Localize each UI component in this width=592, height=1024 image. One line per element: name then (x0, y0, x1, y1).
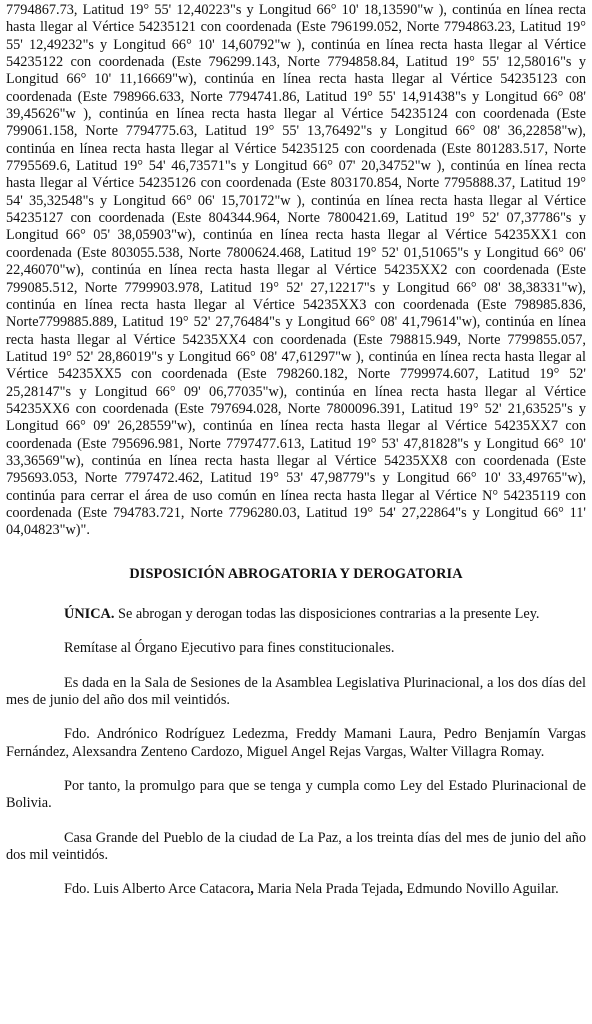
unica-article (6, 606, 586, 623)
unica-text: Se abrogan y derogan todas las disposiciones contrarias a la presente Ley. (114, 606, 540, 622)
unica-label: ÚNICA. (64, 606, 115, 622)
signature-name-2: Maria Nela Prada Tejada (253, 881, 400, 898)
signature-separator-1: , (250, 881, 254, 898)
signature-separator-2: , (399, 881, 403, 898)
coordinates-paragraph: 7794867.73, Latitud 19° 55' 12,40223"s y Longitud 66° 10' 18,13590"w ), continúa en línea recta hasta llegar al Vértice 54235121 con coordenada (Este 796199.052, Norte 7794863.23, Latitud 19° 55' 12,49232"s y Longitud 66° 10' 14,60792"w ), continúa en línea recta hasta llegar al Vértice 54235122 con coordenada (Este 796299.143, Norte 7794858.84, Latitud 19° 55' 12,58016"s y Longitud 66° 10' 11,16669"w), continúa en línea recta hasta llegar al Vértice 54235123 con coordenada (Este 798966.633, Norte 7794741.86, Latitud 19° 55' 14,91438"s y Longitud 66° 08' 39,45626"w ), continúa en línea recta hasta llegar al Vértice 54235124 con coordenada (Este 799061.158, Norte 7794775.63, Latitud 19° 55' 13,76492"s y Longitud 66° 08' 36,22858"w), continúa en línea recta hasta llegar al Vértice 54235125 con coordenada (Este 801283.517, Norte 7795569.6, Latitud 19° 54' 46,73571"s y Longitud 66° 07' 20,34752"w ), continúa en línea recta hasta llegar al Vértice 54235126 con coordenada (Este 803170.854, Norte 7795888.37, Latitud 19° 54' 35,32548"s y Longitud 66° 06' 15,70172"w ), continúa en línea recta hasta llegar al Vértice 54235127 con coordenada (Este 804344.964, Norte 7800421.69, Latitud 19° 52' 07,37786"s y Longitud 66° 05' 38,05903"w), continúa en línea recta hasta llegar al Vértice 54235XX1 con coordenada (Este 803055.538, Norte 7800624.468, Latitud 19° 52' 01,51065"s y Longitud 66° 06' 22,46070"w), continúa en línea recta hasta llegar al Vértice 54235XX2 con coordenada (Este 799085.512, Norte 7799903.978, Latitud 19° 52' 27,12217"s y Longitud 66° 08' 38,38331"w), continúa en línea recta hasta llegar al Vértice 54235XX3 con coordenada (Este 798985.836, Norte7799885.889, Latitud 19° 52' 27,76484"s y Longitud 66° 08' 41,79614"w), continúa en línea recta hasta llegar al Vértice 54235XX4 con coordenada (Este 798815.949, Norte 7799855.057, Latitud 19° 52' 28,86019"s y Longitud 66° 08' 47,61297"w ), continúa en línea recta hasta llegar al Vértice 54235XX5 con coordenada (Este 798260.182, Norte 7799974.607, Latitud 19° 52' 25,28147"s y Longitud 66° 09' 06,77035"w), continúa en línea recta hasta llegar al Vértice 54235XX6 con coordenada (Este 797694.028, Norte 7800096.391, Latitud 19° 52' 21,63525"s y Longitud 66° 09' 26,28559"w), continúa en línea recta hasta llegar al Vértice 54235XX7 con coordenada (Este 795696.981, Norte 7797477.613, Latitud 19° 53' 47,81828"s y Longitud 66° 10' 33,36569"w), continúa en línea recta hasta llegar al Vértice 54235XX8 con coordenada (Este 795693.053, Norte 7797472.462, Latitud 19° 53' 47,98779"s y Longitud 66° 10' 33,49765"w), continúa para cerrar el área de uso común en línea recta hasta llegar al Vértice N° 54235119 con coordenada (Este 794783.721, Norte 7796280.03, Latitud 19° 54' 27,22864"s y Longitud 66° 11' 04,04823"w)". (6, 2, 586, 539)
signature-name-3: Edmundo Novillo Aguilar. (402, 881, 559, 898)
dada-en-sala-paragraph: Es dada en la Sala de Sesiones de la Asamblea Legislativa Plurinacional, a los dos días del mes de junio del año dos mil veintidós. (6, 674, 586, 709)
casa-grande-paragraph: Casa Grande del Pueblo de la ciudad de La Paz, a los treinta días del mes de junio del año dos mil veintidós. (6, 829, 586, 864)
assembly-signatures: Fdo. Andrónico Rodríguez Ledezma, Freddy Mamani Laura, Pedro Benjamín Vargas Fernández, Alexsandra Zenteno Cardozo, Miguel Angel Rejas Vargas, Walter Villagra Romay. (6, 726, 586, 760)
executive-signatures (6, 881, 586, 898)
section-heading: DISPOSICIÓN ABROGATORIA Y DEROGATORIA (129, 565, 463, 582)
promulgation-paragraph: Por tanto, la promulgo para que se tenga y cumpla como Ley del Estado Plurinacional de Bolivia. (6, 778, 586, 812)
remitase-paragraph: Remítase al Órgano Ejecutivo para fines constitucionales. (64, 640, 395, 657)
signature-name-1: Fdo. Luis Alberto Arce Catacora (64, 881, 251, 898)
